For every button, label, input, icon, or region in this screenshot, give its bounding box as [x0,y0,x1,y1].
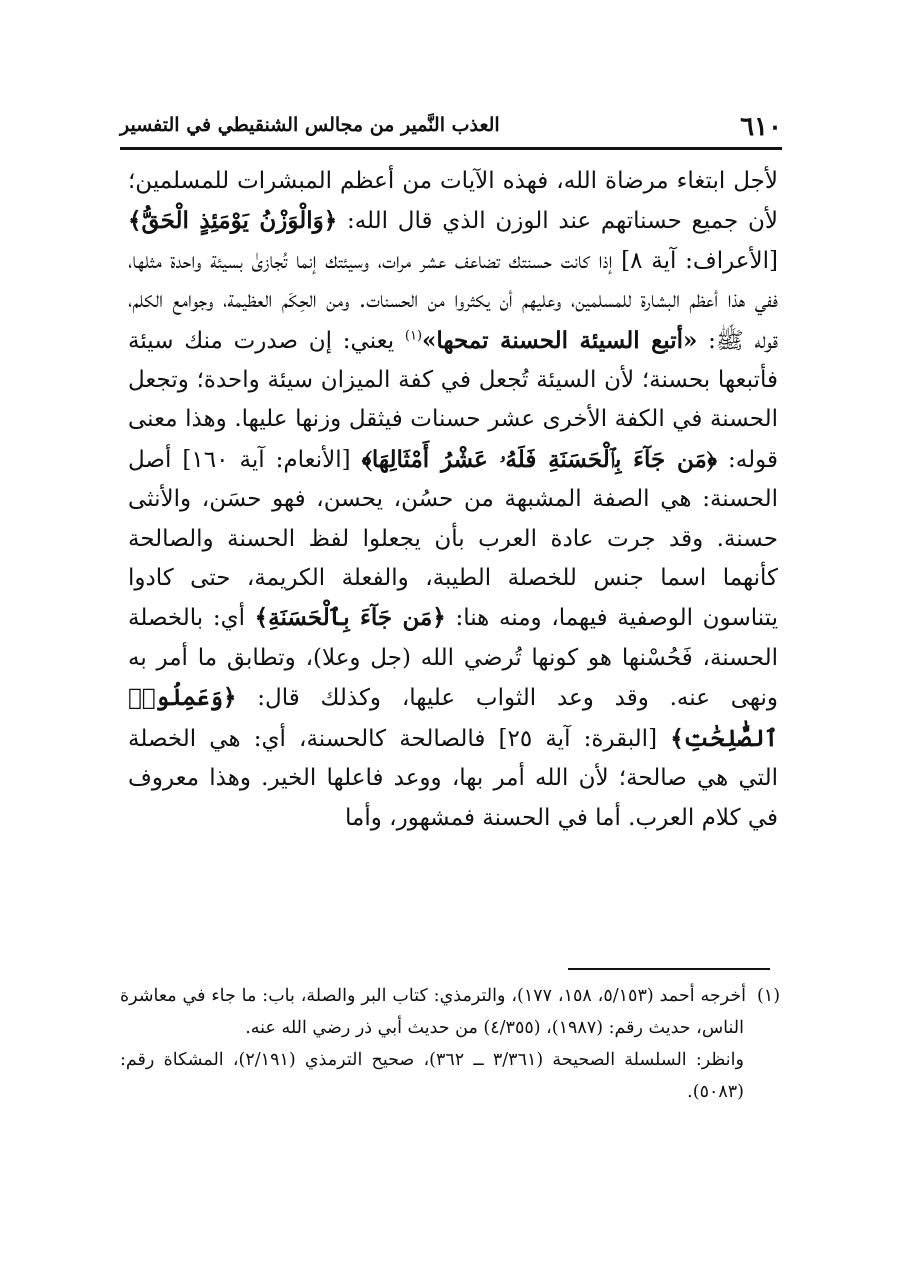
footnote-reference[interactable]: (١) [404,327,423,343]
footnote-divider [568,968,770,970]
running-title: العذب النَّمير من مجالس الشنقيطي في التفسير [120,114,500,136]
text-segment: [البقرة: آية ٢٥] فالصالحة كالحسنة، أي: هي الخصلة التي هي صالحة؛ لأن الله أمر بها، ووعد فاعلها الخير. وهذا معروف في كلام العرب. أما في الحسنة فمشهور، وأما [128,725,778,831]
footnote-item [120,1044,780,1108]
quran-verse: ﴿وَالْوَزْنُ يَوْمَئِذٍ الْحَقُّ﴾ [128,207,338,235]
text-segment: أي: بالخصلة الحسنة، فَحُسْنها هو كونها تُرضي الله (جل وعلا)، وتطابق ما أمر به ونهى عنه. وقد وعد الثواب عليها، وكذلك قال: [128,605,778,712]
footnotes [120,980,780,1108]
quran-verse: ﴿مَن جَآءَ بِٱلْحَسَنَةِ﴾ [254,604,446,632]
page-number: ٦١٠ [740,112,782,142]
page-header [120,104,782,144]
main-paragraph [128,162,778,838]
footnote-text: أخرجه أحمد (٥/١٥٣، ١٥٨، ١٧٧)، والترمذي: كتاب البر والصلة، باب: ما جاء في معاشرة الناس، حديث رقم: (١٩٨٧)، (٤/٣٥٥) من حديث أبي ذر رضي الله عنه. [120,986,747,1038]
hadith-quote: «أتبع السيئة الحسنة تمحها» [422,326,698,354]
header-divider [120,147,782,150]
text-segment: [الأنعام: آية ١٦٠] أصل الحسنة: هي الصفة المشبهة من حسُن، يحسن، فهو حسَن، والأنثى حسنة. وقد جرت عادة العرب بأن يجعلوا لفظ الحسنة والصالحة كأنهما اسما جنس للخصلة الطيبة، والفعلة الكريمة، حتى كادوا يتناسون الوصفية فيهما، ومنه هنا: [128,446,778,632]
quran-verse: ﴿مَن جَآءَ بِٱلْحَسَنَةِ فَلَهُۥ عَشْرُ أَمْثَالِهَا﴾ [361,445,717,473]
text-segment: يعني: إن صدرت منك سيئة فأتبعها بحسنة؛ لأن السيئة تُجعل في كفة الميزان سيئة واحدة؛ وتجعل الحسنة في الكفة الأخرى عشر حسنات فيثقل وزنها عليها. وهذا معنى قوله: [128,327,778,473]
quran-verse: ﴿وَعَمِلُوا۟ ٱلصَّٰلِحَٰتِ﴾ [128,684,778,752]
text-segment: لأجل ابتغاء مرضاة الله، فهذه الآيات من أعظم المبشرات للمسلمين؛ لأن جميع حسناتهم عند الوزن الذي قال الله: [128,168,778,235]
footnote-text: وانظر: السلسلة الصحيحة (٣/٣٦١ ــ ٣٦٢)، صحيح الترمذي (٢/١٩١)، المشكاة رقم: (٥٠٨٣). [120,1050,744,1102]
main-text [128,162,778,838]
footnote-marker: (١) [756,986,781,1006]
text-segment: [الأعراف: آية ٨] إذا كانت حسنتك تضاعف عشر مرات، وسيئتك إنما تُجازىٰ بسيئة واحدة مثلها، ففي هذا أعظم البشارة للمسلمين، وعليهم أن يكثروا من الحسنات. ومن الحِكَم العظيمة، وجوامع الكلم، قوله ﷺ: [128,247,778,354]
footnote-item [120,980,780,1044]
